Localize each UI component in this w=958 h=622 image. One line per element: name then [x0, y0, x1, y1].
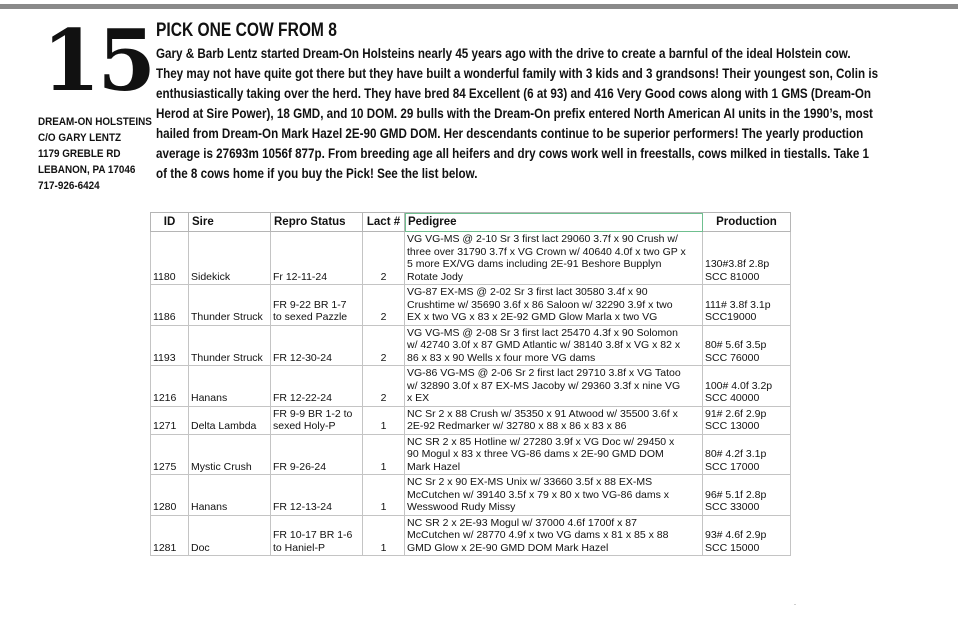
production-line: 80# 4.2f 3.1p [705, 448, 767, 460]
lot-description [156, 44, 931, 184]
pedigree-line: Mark Hazel [407, 460, 461, 473]
cell-pedigree [405, 434, 703, 475]
description-line: average is 27693m 1056f 877p. From breeding age all heifers and dry cows work well in freestalls, cows milked in tiestalls. Take 1 [156, 146, 869, 162]
cell-id: 1216 [151, 366, 189, 407]
pedigree-line: NC Sr 2 x 90 EX-MS Unix w/ 33660 3.5f x 88 EX-MS [407, 476, 653, 488]
seller-street: 1179 GREBLE RD [38, 148, 121, 160]
cell-production [703, 285, 791, 326]
pedigree-line: 2E-92 Redmarker w/ 32780 x 88 x 86 x 83 x 86 [407, 420, 627, 432]
cell-pedigree [405, 475, 703, 516]
table-row [151, 515, 791, 556]
pedigree-line: Wesswood Rudy Missy [407, 501, 516, 513]
cell-repro-status [271, 285, 363, 326]
seller-phone: 717-926-6424 [38, 180, 100, 192]
cell-id: 1275 [151, 434, 189, 475]
cell-pedigree [405, 366, 703, 407]
repro-line: FR 12-13-24 [273, 501, 332, 513]
repro-line: to Haniel-P [273, 541, 325, 554]
pedigree-line: NC Sr 2 x 88 Crush w/ 35350 x 91 Atwood w/ 35500 3.6f x [407, 407, 678, 420]
header-id: ID [151, 213, 189, 232]
production-line: 130#3.8f 2.8p [705, 258, 770, 270]
pedigree-line: McCutchen w/ 28770 4.9f x two VG dams x 81 x 85 x 88 [407, 529, 669, 541]
pedigree-line: Crushtime w/ 35690 3.6f x 86 Saloon w/ 32290 3.9f x two [407, 298, 673, 311]
cell-repro-status [271, 406, 363, 434]
cell-production [703, 434, 791, 475]
cell-pedigree [405, 515, 703, 556]
repro-line: FR 9-9 BR 1-2 to [273, 407, 353, 420]
cell-sire: Doc [189, 515, 271, 556]
table-row [151, 325, 791, 366]
cell-production [703, 406, 791, 434]
page-mark [794, 604, 796, 605]
pedigree-line: McCutchen w/ 39140 3.5f x 79 x 80 x two VG-86 dams x [407, 488, 670, 501]
cell-lactation: 2 [363, 366, 405, 407]
description-line: hailed from Dream-On Mark Hazel 2E-90 GMD DOM. Her descendants continue to be superior performers! The yearly production [156, 126, 864, 142]
cell-repro-status [271, 515, 363, 556]
production-line: 91# 2.6f 2.9p [705, 407, 767, 420]
cell-sire: Hanans [189, 366, 271, 407]
cell-lactation: 2 [363, 232, 405, 285]
repro-line: FR 10-17 BR 1-6 [273, 529, 353, 541]
pedigree-line: VG-87 EX-MS @ 2-02 Sr 3 first lact 30580 3.4f x 90 [407, 286, 648, 298]
table-row [151, 366, 791, 407]
cell-production [703, 515, 791, 556]
cell-production [703, 325, 791, 366]
cell-pedigree [405, 232, 703, 285]
cell-pedigree [405, 285, 703, 326]
production-line: 96# 5.1f 2.8p [705, 488, 767, 501]
cell-production [703, 475, 791, 516]
lot-title: PICK ONE COW FROM 8 [156, 20, 337, 41]
cell-id: 1180 [151, 232, 189, 285]
production-line: 80# 5.6f 3.5p [705, 339, 767, 351]
cell-id: 1193 [151, 325, 189, 366]
production-line: SCC 40000 [705, 392, 760, 404]
cell-repro-status [271, 232, 363, 285]
pedigree-line: VG VG-MS @ 2-10 Sr 3 first lact 29060 3.7f x 90 Crush w/ [407, 233, 678, 245]
cell-repro-status [271, 366, 363, 407]
cell-lactation: 1 [363, 406, 405, 434]
cell-id: 1281 [151, 515, 189, 556]
pedigree-line: x EX [407, 392, 430, 404]
cell-lactation: 1 [363, 434, 405, 475]
production-line: SCC 17000 [705, 460, 760, 473]
seller-contact [38, 114, 152, 194]
seller-owner: C/O GARY LENTZ [38, 132, 122, 144]
description-line: of the 8 cows home if you buy the Pick! See the list below. [156, 166, 478, 182]
seller-farm: DREAM-ON HOLSTEINS [38, 116, 152, 128]
seller-city: LEBANON, PA 17046 [38, 164, 136, 176]
cell-repro-status [271, 434, 363, 475]
cell-pedigree [405, 406, 703, 434]
cell-lactation: 1 [363, 475, 405, 516]
description-line: enthusiastically taking over the herd. They have bred 84 Excellent (6 at 93) and 416 Very Good cows along with 1 GMS (Dream-On [156, 86, 872, 102]
pedigree-line: 5 more EX/VG dams including 2E-91 Beshore Bupplyn [407, 258, 662, 270]
production-line: SCC 76000 [705, 351, 760, 364]
cell-sire: Thunder Struck [189, 325, 271, 366]
cell-id: 1271 [151, 406, 189, 434]
table-header-row [151, 213, 791, 232]
pedigree-line: NC SR 2 x 85 Hotline w/ 27280 3.9f x VG Doc w/ 29450 x [407, 435, 675, 448]
table-row [151, 475, 791, 516]
repro-line: sexed Holy-P [273, 420, 336, 432]
cell-sire: Hanans [189, 475, 271, 516]
table-row [151, 434, 791, 475]
cell-id: 1280 [151, 475, 189, 516]
table-row [151, 406, 791, 434]
header-production: Production [703, 213, 791, 232]
production-line: 111# 3.8f 3.1p [705, 298, 771, 311]
header-repro-status: Repro Status [271, 213, 363, 232]
description-line: Gary & Barb Lentz started Dream-On Holsteins nearly 45 years ago with the drive to create a barnful of the ideal Holstein cow. [156, 46, 851, 62]
pedigree-line: VG-86 VG-MS @ 2-06 Sr 2 first lact 29710 3.8f x VG Tatoo [407, 367, 681, 379]
pedigree-line: 86 x 83 x 90 Wells x four more VG dams [407, 351, 596, 364]
top-divider [0, 4, 958, 9]
pedigree-line: 90 Mogul x 83 x three VG-86 dams x 2E-90 GMD DOM [407, 448, 664, 460]
production-line: 93# 4.6f 2.9p [705, 529, 767, 541]
pedigree-line: w/ 32890 3.0f x 87 EX-MS Jacoby w/ 29360 3.3f x nine VG [407, 379, 681, 392]
pedigree-line: NC SR 2 x 2E-93 Mogul w/ 37000 4.6f 1700f x 87 [407, 516, 637, 529]
description-line: They may not have quite got there but they have built a wonderful family with 3 kids and 3 grandsons! Their youngest son, Colin is [156, 66, 879, 82]
cell-sire: Thunder Struck [189, 285, 271, 326]
cell-sire: Mystic Crush [189, 434, 271, 475]
repro-line: FR 9-22 BR 1-7 [273, 298, 347, 311]
pedigree-line: EX x two VG x 83 x 2E-92 GMD Glow Marla x two VG [407, 311, 658, 323]
cell-sire: Delta Lambda [189, 406, 271, 434]
cell-lactation: 2 [363, 325, 405, 366]
cell-lactation: 2 [363, 285, 405, 326]
lot-number: 15 [42, 11, 153, 110]
pedigree-line: three over 31790 3.7f x VG Crown w/ 40640 4.0f x two GP x [407, 245, 686, 258]
repro-line: Fr 12-11-24 [273, 270, 328, 283]
cell-repro-status [271, 325, 363, 366]
pedigree-line: w/ 42740 3.0f x 87 GMD Atlantic w/ 38140 3.8f x VG x 82 x [407, 339, 681, 351]
header-lactation: Lact # [363, 213, 405, 232]
cell-lactation: 1 [363, 515, 405, 556]
production-line: SCC 13000 [705, 420, 760, 432]
production-line: 100# 4.0f 3.2p [705, 379, 773, 392]
cell-production [703, 232, 791, 285]
table-row [151, 285, 791, 326]
production-line: SCC 15000 [705, 541, 760, 554]
pedigree-line: GMD Glow x 2E-90 GMD DOM Mark Hazel [407, 541, 609, 554]
repro-line: FR 12-30-24 [273, 351, 332, 364]
production-line: SCC 33000 [705, 501, 760, 513]
repro-line: FR 9-26-24 [273, 460, 327, 473]
repro-line: FR 12-22-24 [273, 392, 332, 404]
cell-repro-status [271, 475, 363, 516]
table-row [151, 232, 791, 285]
header-sire: Sire [189, 213, 271, 232]
cell-pedigree [405, 325, 703, 366]
production-line: SCC19000 [705, 311, 757, 323]
pedigree-line: VG VG-MS @ 2-08 Sr 3 first lact 25470 4.3f x 90 Solomon [407, 326, 678, 339]
header-pedigree[interactable]: Pedigree [405, 213, 703, 232]
cell-id: 1186 [151, 285, 189, 326]
repro-line: to sexed Pazzle [273, 311, 348, 323]
cell-sire: Sidekick [189, 232, 271, 285]
description-line: Herod at Sire Power), 18 GMD, and 10 DOM. 29 bulls with the Dream-On prefix entered North American AI units in the 1990’s, most [156, 106, 873, 122]
pedigree-line: Rotate Jody [407, 270, 464, 283]
cow-table [150, 212, 791, 556]
cell-production [703, 366, 791, 407]
production-line: SCC 81000 [705, 270, 760, 283]
